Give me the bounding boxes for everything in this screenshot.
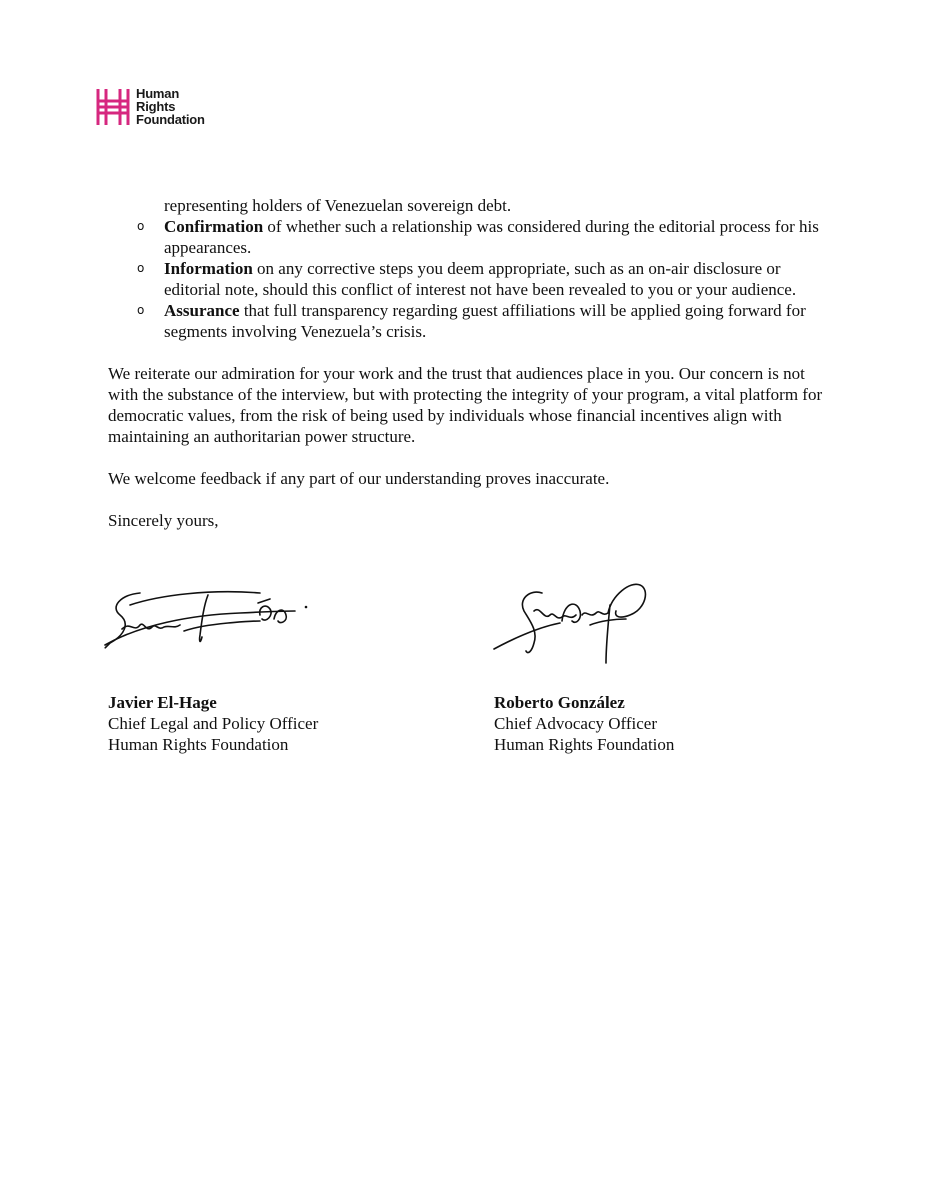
paragraph-reiterate: We reiterate our admiration for your work and the trust that audiences place in you. Our concern is not with the substance of the interview, but with protecting the integrity of your program, a vital platform for democratic values, from the risk of being used by individuals whose financial incentives align with maintaining an authoritarian power structure. [108, 364, 823, 446]
list-item-lead: Information [164, 259, 253, 278]
bullet-marker: o [137, 261, 145, 275]
signer-name: Roberto González [494, 693, 625, 712]
bullet-marker: o [137, 303, 145, 317]
list-item [108, 216, 828, 258]
list-item-lead: Confirmation [164, 217, 264, 236]
list-item-text: that full transparency regarding guest affiliations will be applied going forward for segments involving Venezuela’s crisis. [164, 301, 806, 341]
hrf-logo-mark-icon [95, 87, 131, 127]
wordmark-line-1: Human [136, 86, 180, 101]
hrf-wordmark [136, 87, 205, 126]
list-item-text: representing holders of Venezuelan sovereign debt. [164, 196, 512, 215]
letter-body [108, 195, 828, 531]
list-item-text: of whether such a relationship was considered during the editorial process for his appearances. [164, 217, 819, 257]
request-list [108, 195, 828, 342]
signer-name: Javier El-Hage [108, 693, 217, 712]
signer-block-javier [108, 692, 318, 755]
list-item-text: on any corrective steps you deem appropriate, such as an on-air disclosure or editorial note, should this conflict of interest not have been revealed to you or your audience. [164, 259, 797, 299]
signer-block-roberto [494, 692, 674, 755]
wordmark-line-3: Foundation [136, 112, 205, 127]
signer-title: Chief Legal and Policy Officer [108, 714, 319, 733]
wordmark-line-2: Rights [136, 99, 176, 114]
signer-title: Chief Advocacy Officer [494, 714, 658, 733]
list-item [108, 258, 828, 300]
signature-roberto-icon [490, 575, 660, 667]
list-item [108, 300, 828, 342]
closing-salutation: Sincerely yours, [108, 511, 219, 530]
list-item [108, 195, 828, 216]
signer-org: Human Rights Foundation [108, 735, 289, 754]
list-item-lead: Assurance [164, 301, 240, 320]
bullet-marker: o [137, 219, 145, 233]
signature-javier-icon [100, 585, 315, 653]
paragraph-feedback: We welcome feedback if any part of our understanding proves inaccurate. [108, 469, 610, 488]
signer-org: Human Rights Foundation [494, 735, 675, 754]
hrf-logo [95, 87, 245, 129]
